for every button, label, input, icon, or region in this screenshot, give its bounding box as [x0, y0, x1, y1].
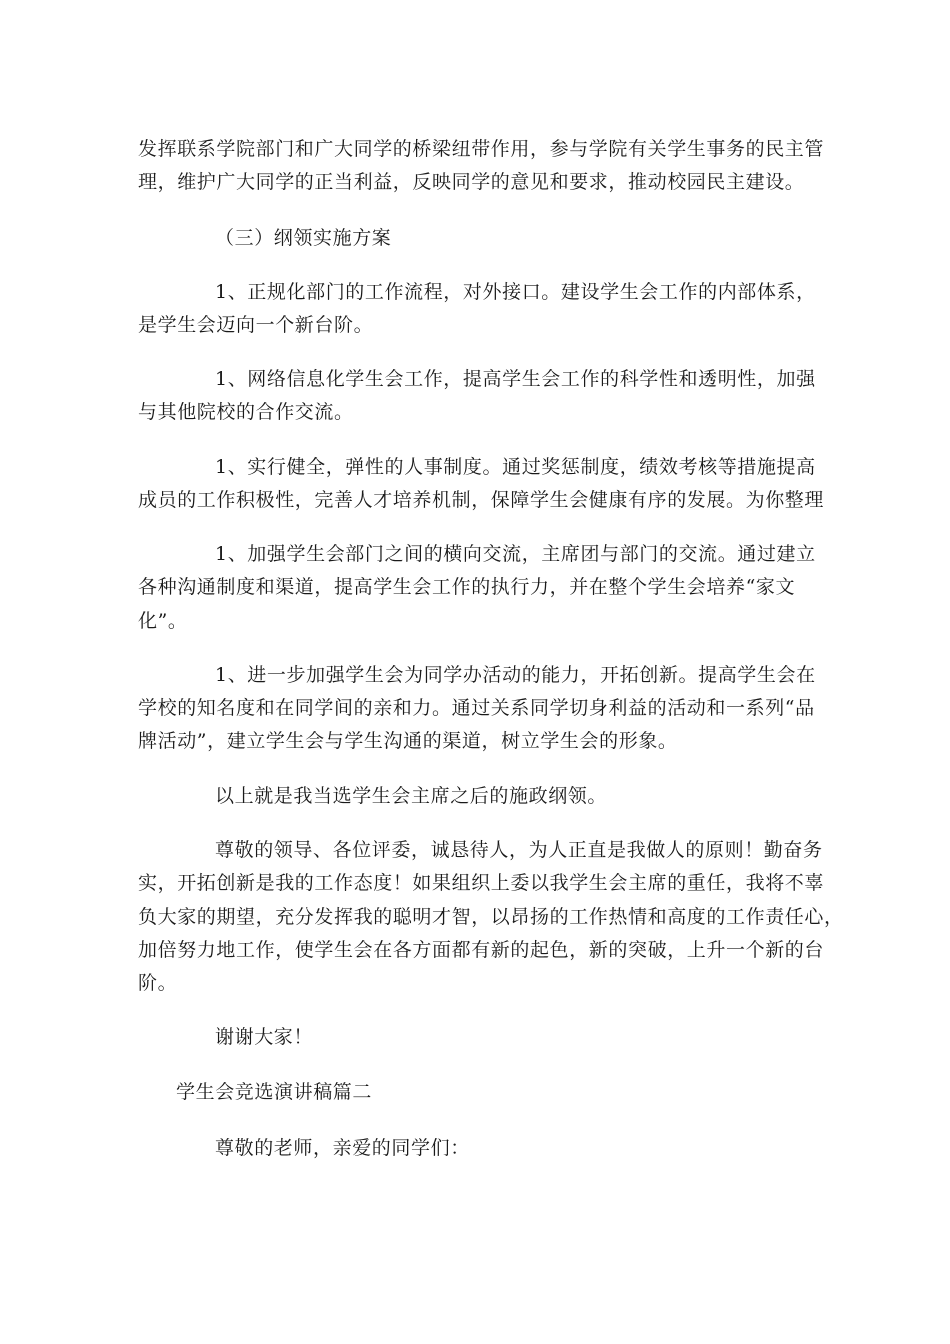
next-section-title: 学生会竞选演讲稿篇二 [176, 1081, 373, 1103]
item-5-line-2: 学校的知名度和在同学间的亲和力。通过关系同学切身利益的活动和一系列“品 [138, 697, 815, 719]
item-4-line-1: 1、加强学生会部门之间的横向交流，主席团与部门的交流。通过建立 [215, 543, 816, 565]
closing-line-1: 尊敬的领导、各位评委，诚恳待人，为人正直是我做人的原则！勤奋务 [215, 839, 823, 861]
intro-line-2: 理，维护广大同学的正当利益，反映同学的意见和要求，推动校园民主建设。 [138, 171, 805, 193]
item-4-line-3: 化”。 [138, 610, 188, 632]
thanks-line: 谢谢大家！ [215, 1026, 314, 1048]
item-5-line-1: 1、进一步加强学生会为同学办活动的能力，开拓创新。提高学生会在 [215, 664, 816, 686]
item-2-line-1: 1、网络信息化学生会工作，提高学生会工作的科学性和透明性，加强 [215, 368, 816, 390]
summary-line: 以上就是我当选学生会主席之后的施政纲领。 [215, 785, 608, 807]
item-1-line-1: 1、正规化部门的工作流程，对外接口。建设学生会工作的内部体系， [215, 281, 816, 303]
item-3-line-1: 1、实行健全，弹性的人事制度。通过奖惩制度，绩效考核等措施提高 [215, 456, 816, 478]
closing-line-4: 加倍努力地工作，使学生会在各方面都有新的起色，新的突破，上升一个新的台 [138, 939, 825, 961]
item-1-line-2: 是学生会迈向一个新台阶。 [138, 314, 374, 336]
intro-line-1: 发挥联系学院部门和广大同学的桥梁纽带作用，参与学院有关学生事务的民主管 [138, 138, 825, 160]
closing-line-2: 实，开拓创新是我的工作态度！如果组织上委以我学生会主席的重任，我将不辜 [138, 872, 825, 894]
item-2-line-2: 与其他院校的合作交流。 [138, 401, 354, 423]
closing-line-3: 负大家的期望，充分发挥我的聪明才智，以昂扬的工作热情和高度的工作责任心， [138, 906, 844, 928]
item-5-line-3: 牌活动”，建立学生会与学生沟通的渠道，树立学生会的形象。 [138, 730, 678, 752]
section-heading: （三）纲领实施方案 [215, 227, 392, 249]
closing-line-5: 阶。 [138, 972, 178, 994]
item-3-line-2: 成员的工作积极性，完善人才培养机制，保障学生会健康有序的发展。为你整理 [138, 489, 825, 511]
greeting-line: 尊敬的老师，亲爱的同学们： [215, 1137, 470, 1159]
item-4-line-2: 各种沟通制度和渠道，提高学生会工作的执行力，并在整个学生会培养“家文 [138, 576, 796, 598]
